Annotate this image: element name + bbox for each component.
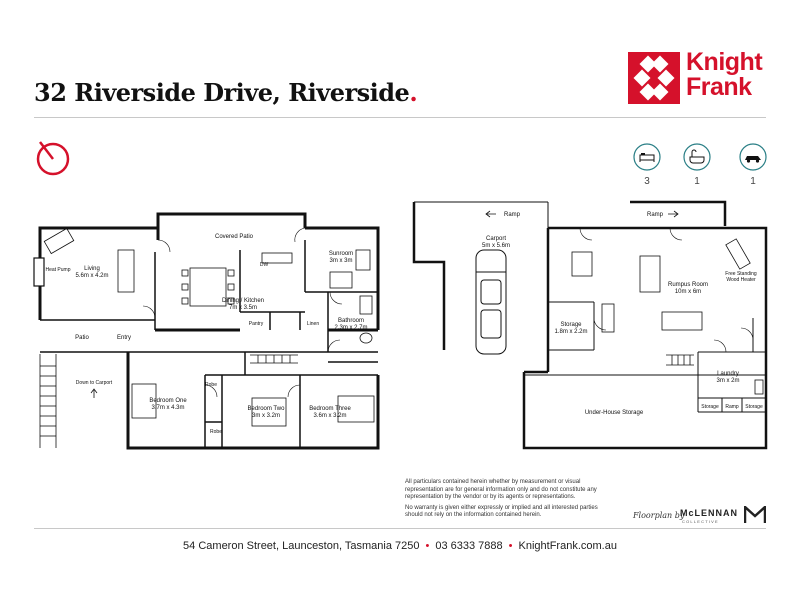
dining-kitchen-size: 7m x 3.5m bbox=[228, 305, 258, 311]
footer-phone[interactable]: 03 6333 7888 bbox=[435, 540, 503, 552]
upper-floor-labels bbox=[45, 234, 367, 435]
storage-label: Storage bbox=[560, 322, 582, 328]
wood-heater-label-2: Wood Heater bbox=[726, 277, 756, 283]
mclennan-mark-icon bbox=[744, 506, 766, 524]
title-text: 32 Riverside Drive, Riverside bbox=[34, 78, 410, 107]
disclaimer-paragraph-1: All particulars contained herein whether by measurement or visual representation are for general information only and do not constitute any representation by the vendor or by its agents or representations. bbox=[405, 479, 597, 500]
sunroom-size: 3m x 3m bbox=[329, 258, 353, 264]
covered-patio-label: Covered Patio bbox=[214, 234, 254, 240]
ramp-arrow-left-icon bbox=[486, 211, 496, 217]
bedroom-three-size: 3.6m x 3.2m bbox=[313, 413, 347, 419]
car-top-view-icon bbox=[476, 250, 506, 354]
footer-website-link[interactable]: KnightFrank.com.au bbox=[518, 540, 617, 552]
pantry-label: Pantry bbox=[248, 321, 264, 327]
storage-size: 1.8m x 2.2m bbox=[554, 329, 588, 335]
mclennan-logo-text: McLENNAN bbox=[680, 508, 739, 518]
sunroom-label: Sunroom bbox=[328, 251, 354, 257]
bathroom-size: 2.3m x 2.7m bbox=[334, 325, 368, 331]
disclaimer-paragraph-2: No warranty is given either expressly or implied and all interested parties should not rely on the information contained herein. bbox=[405, 504, 598, 518]
under-house-storage-label: Under-House Storage bbox=[584, 410, 644, 416]
carport-size: 5m x 5.6m bbox=[481, 243, 511, 249]
robe-label: Robe bbox=[205, 382, 217, 388]
down-arrow-icon bbox=[91, 389, 97, 398]
rumpus-room-label: Rumpus Room bbox=[667, 282, 709, 288]
patio-label: Patio bbox=[75, 335, 89, 341]
linen-label: Linen bbox=[306, 321, 320, 327]
parking-count: 1 bbox=[750, 176, 756, 187]
entry-label: Entry bbox=[116, 335, 132, 341]
wood-heater-label-1: Free Standing bbox=[725, 271, 757, 277]
footer-address: 54 Cameron Street, Launceston, Tasmania 7250 bbox=[183, 540, 420, 552]
bathrooms-count: 1 bbox=[694, 176, 700, 187]
bedroom-three-label: Bedroom Three bbox=[309, 406, 351, 412]
disclaimer bbox=[405, 479, 605, 523]
laundry-size: 3m x 2m bbox=[716, 378, 740, 384]
footer-divider bbox=[34, 528, 766, 529]
living-size: 5.6m x 4.2m bbox=[75, 273, 109, 279]
bedroom-two-size: 3m x 3.2m bbox=[251, 413, 281, 419]
title-dot: . bbox=[409, 78, 418, 107]
collective-logo-text: COLLECTIVE bbox=[682, 519, 719, 524]
ramp-small-label: Ramp bbox=[725, 404, 739, 410]
dishwasher-label: DW bbox=[259, 262, 269, 268]
robe-label-2: Robe bbox=[210, 429, 222, 435]
brand-line-2: Frank bbox=[686, 73, 752, 101]
storage-small-label-2: Storage bbox=[745, 404, 763, 410]
ramp-arrow-right-icon bbox=[668, 211, 678, 217]
brand-line-1: Knight bbox=[686, 48, 763, 76]
bathroom-label: Bathroom bbox=[337, 318, 365, 324]
rumpus-room-size: 10m x 6m bbox=[674, 289, 702, 295]
carport-label: Carport bbox=[485, 236, 507, 242]
bedroom-one-label: Bedroom One bbox=[149, 398, 187, 404]
bedrooms-count: 3 bbox=[644, 176, 650, 187]
living-label: Living bbox=[84, 266, 100, 272]
ramp-label-right: Ramp bbox=[646, 212, 664, 218]
dining-kitchen-label: Dining / Kitchen bbox=[221, 298, 265, 304]
storage-small-label-1: Storage bbox=[701, 404, 719, 410]
footer: 54 Cameron Street, Launceston, Tasmania 7250 • 03 6333 7888 • KnightFrank.com.au bbox=[183, 540, 617, 552]
heat-pump-label: Heat Pump bbox=[45, 267, 71, 273]
laundry-label: Laundry bbox=[717, 371, 739, 377]
bedroom-one-size: 3.7m x 4.3m bbox=[151, 405, 185, 411]
bedroom-two-label: Bedroom Two bbox=[247, 406, 285, 412]
floorplan-by-label: Floorplan by bbox=[633, 511, 685, 520]
down-to-carport-label: Down to Carport bbox=[75, 380, 113, 386]
ramp-label-left: Ramp bbox=[503, 212, 521, 218]
